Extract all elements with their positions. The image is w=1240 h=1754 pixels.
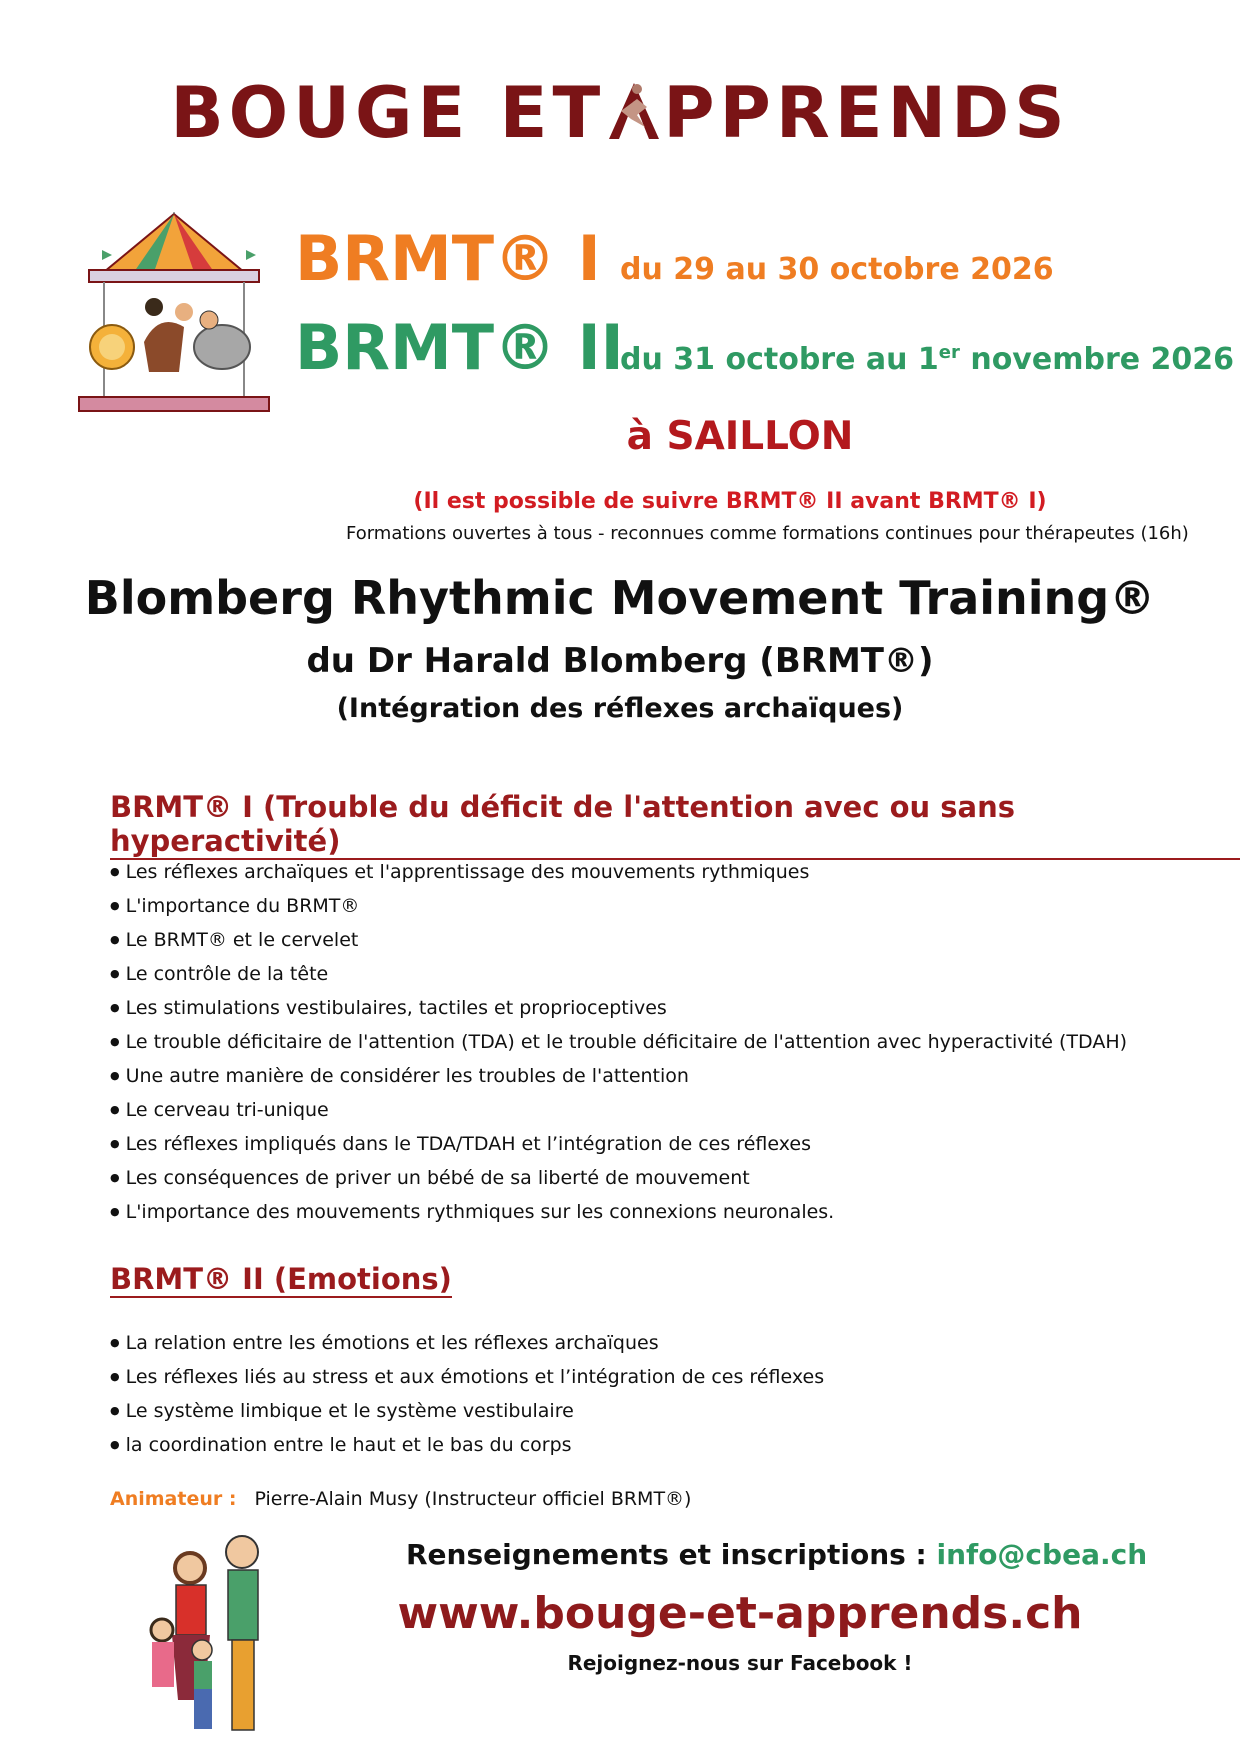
list-item: ● L'importance du BRMT® [110,889,1127,923]
course-1-dates: du 29 au 30 octobre 2026 [620,252,1054,287]
order-note: (Il est possible de suivre BRMT® II avant BRMT® I) [413,489,1047,514]
running-figure-logo-icon [607,81,661,141]
section-1-list [110,855,1127,1229]
list-item: ● Le trouble déficitaire de l'attention (TDA) et le trouble déficitaire de l'attention avec hyperactivité (TDAH) [110,1025,1127,1059]
brand-logo [0,72,1240,154]
contact-line [406,1538,1147,1571]
course-2-name: BRMT® II [295,311,624,384]
list-item: ● Les réflexes impliqués dans le TDA/TDAH et l’intégration de ces réflexes [110,1127,1127,1161]
list-item: ● Le contrôle de la tête [110,957,1127,991]
list-item: ● Le BRMT® et le cervelet [110,923,1127,957]
animator-label: Animateur : [110,1488,237,1510]
animator-line [110,1488,691,1510]
section-2-heading: BRMT® II (Emotions) [110,1262,452,1296]
carousel-illustration [74,212,274,427]
list-item: ● Le système limbique et le système vestibulaire [110,1394,824,1428]
section-1-heading: BRMT® I (Trouble du déficit de l'attention avec ou sans hyperactivité) [110,790,1240,860]
contact-label: Renseignements et inscriptions : [406,1538,937,1571]
section-2-list [110,1326,824,1462]
website-link[interactable]: www.bouge-et-apprends.ch [397,1588,1083,1639]
list-item: ● Une autre manière de considérer les troubles de l'attention [110,1059,1127,1093]
logo-text-part1: BOUGE ET [170,72,606,154]
audience-note: Formations ouvertes à tous - reconnues comme formations continues pour thérapeutes (16h) [346,523,1189,544]
main-title: Blomberg Rhythmic Movement Training® [84,571,1156,625]
list-item: ● Les réflexes liés au stress et aux émotions et l’intégration de ces réflexes [110,1360,824,1394]
topic-subtitle: (Intégration des réflexes archaïques) [336,693,904,724]
animator-name: Pierre-Alain Musy (Instructeur officiel BRMT®) [254,1488,692,1510]
location: à SAILLON [626,414,854,459]
logo-text-part2: PPRENDS [663,72,1070,154]
contact-email-link[interactable]: info@cbea.ch [936,1538,1148,1571]
list-item: ● la coordination entre le haut et le bas du corps [110,1428,824,1462]
list-item: ● L'importance des mouvements rythmiques sur les connexions neuronales. [110,1195,1127,1229]
list-item: ● La relation entre les émotions et les réflexes archaïques [110,1326,824,1360]
author-subtitle: du Dr Harald Blomberg (BRMT®) [306,641,934,681]
course-2-dates: du 31 octobre au 1er novembre 2026 [620,342,1235,377]
list-item: ● Les réflexes archaïques et l'apprentissage des mouvements rythmiques [110,855,1127,889]
list-item: ● Les stimulations vestibulaires, tactiles et proprioceptives [110,991,1127,1025]
list-item: ● Les conséquences de priver un bébé de sa liberté de mouvement [110,1161,1127,1195]
facebook-note: Rejoignez-nous sur Facebook ! [567,1651,913,1675]
course-1-name: BRMT® I [295,222,601,295]
list-item: ● Le cerveau tri-unique [110,1093,1127,1127]
